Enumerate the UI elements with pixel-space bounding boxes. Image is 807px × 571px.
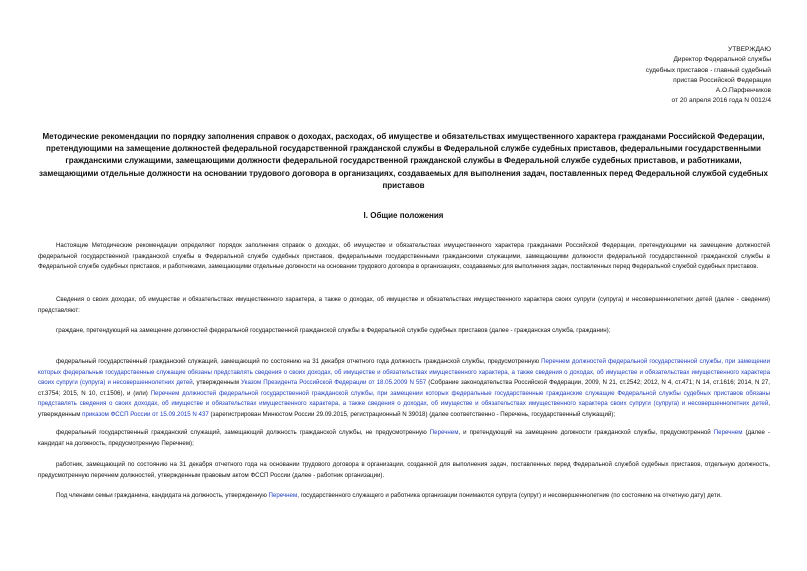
p7-text-a: Под членами семьи гражданина, кандидата на должность, утвержденную — [56, 492, 269, 499]
link-prikaz-437[interactable]: приказом ФССП России от 15.09.2015 N 437 — [82, 410, 209, 418]
approval-block — [511, 45, 771, 107]
approval-date: от 20 апреля 2016 года N 0012/4 — [671, 97, 771, 105]
approval-position: Директор Федеральной службы — [673, 56, 771, 64]
p4-text-c: (Собрание законодательства Российской Федерации, 2009, N 21, ст.2542; 2012, N 4, ст.471; N 14, ст.1616; 2014, N 27, ст.3754; 2015, N 10, ст.1506), и (или) — [38, 379, 770, 397]
paragraph-scope — [38, 241, 770, 273]
link-perechen-3[interactable]: Перечнем — [268, 492, 298, 499]
p4-text-e: (зарегистрирован Минюстом России 29.09.2015, регистрационный N 39018) (далее соответственно - Перечень, государственный служащий); — [208, 410, 616, 418]
link-perechen-dolzhnostey[interactable]: Перечнем должностей федеральной государственной службы, при замещении которых федеральные государственные служащие обязаны представлять сведения о своих доходах, об имуществе и обязательствах имущественного характера, а также сведения о доходах, об имуществе и обязательствах имущественного характера своих супруги (супруга) и несовершеннолетних детей — [38, 358, 770, 387]
link-ukaz-557[interactable]: Указом Президента Российской Федерации от 18.05.2009 N 557 — [241, 379, 427, 387]
p7-text-b: , государственного служащего и работника организации понимаются супруга (супруг) и несовершеннолетние (по состоянию на отчетную дату) дети. — [297, 492, 722, 499]
paragraph-scope-text: Настоящие Методические рекомендации определяют порядок заполнения справок о доходах, об имуществе и обязательствах имущественного характера гражданами Российской Федерации, претендующими на замещение должностей федеральной государственной гражданской службы в Федеральной службе судебных приставов, федеральными государственными гражданскими служащими, замещающими должности федеральной государственной гражданской службы в Федеральной службе судебных приставов, и работниками, замещающими отдельные должности на основании трудового договора в организациях, создаваемых для выполнения задач, поставленных перед Федеральной службой судебных приставов. — [38, 242, 770, 271]
paragraph-family — [38, 491, 770, 502]
paragraph-employee-text: работник, замещающий по состоянию на 31 декабря отчетного года на основании трудового договора в организации, созданной для выполнения задач, поставленных перед Федеральной службой судебных приставов, отдельную должность, предусмотренную перечнем должностей, утвержденным правовым актом ФССП России (далее - работник организации). — [38, 461, 770, 479]
paragraph-citizens — [38, 326, 770, 337]
paragraph-citizens-text: граждане, претендующий на замещение должностей федеральной государственной гражданской службы в Федеральной службе судебных приставов (далее - гражданская служба, гражданин); — [56, 327, 611, 334]
p4-text-d: , утвержденным — [38, 400, 770, 418]
approval-signatory: А.О.Парфенчиков — [715, 87, 771, 95]
paragraph-employee — [38, 460, 770, 481]
p4-text-b: , утвержденным — [192, 379, 242, 387]
p5-text-c: (далее - кандидат на должность, предусмотренную Перечнем); — [38, 429, 771, 447]
section-heading: I. Общие положения — [363, 211, 444, 220]
link-perechen-fssp[interactable]: Перечнем должностей федеральной государственной гражданской службы, при замещении которых федеральные государственные гражданские служащие Федеральной службы судебных приставов обязаны представлять сведения о своих доходах, об имуществе и обязательствах имущественного характера, а также сведения о доходах, об имуществе и обязательствах имущественного характера своих супруги (супруга) и несовершеннолетних детей — [38, 389, 770, 408]
approval-position-cont2: пристав Российской Федерации — [673, 76, 771, 84]
paragraph-civil-servant — [38, 357, 770, 421]
p5-text-a: федеральный государственный гражданский служащий, замещающий должность гражданской службы, не предусмотренную — [56, 429, 430, 436]
paragraph-submitters — [38, 295, 770, 316]
link-perechen-2[interactable]: Перечнем — [713, 429, 743, 436]
document-title: Методические рекомендации по порядку заполнения справок о доходах, расходах, об имуществе и обязательствах имущественного характера гражданами Российской Федерации, претендующими на замещение должностей федеральной государственной гражданской службы в Федеральной службе судебных приставов, федеральными государственными гражданскими служащими, замещающими должности федеральной государственной гражданской службы в Федеральной службе судебных приставов, и работниками, замещающими отдельные должности на основании трудового договора в организациях, создаваемых для выполнения задач, поставленных перед Федеральной службой судебных приставов — [39, 132, 768, 190]
link-perechen[interactable]: Перечнем — [429, 429, 459, 436]
p5-text-b: , и претендующий на замещение должности гражданской службы, предусмотренной — [458, 429, 714, 436]
paragraph-candidate — [38, 428, 770, 449]
approval-heading: УТВЕРЖДАЮ — [728, 46, 771, 53]
paragraph-submitters-text: Сведения о своих доходах, об имуществе и обязательствах имущественного характера, а также о доходах, об имуществе и обязательствах имущественного характера своих супруги (супруга) и несовершеннолетних детей (далее - сведения) представляют: — [38, 296, 770, 314]
p4-text-a: федеральный государственный гражданский служащий, замещающий по состоянию на 31 декабря отчетного года должность гражданской службы, предусмотренную — [56, 358, 542, 365]
approval-position-cont: судебных приставов - главный судебный — [645, 66, 771, 74]
